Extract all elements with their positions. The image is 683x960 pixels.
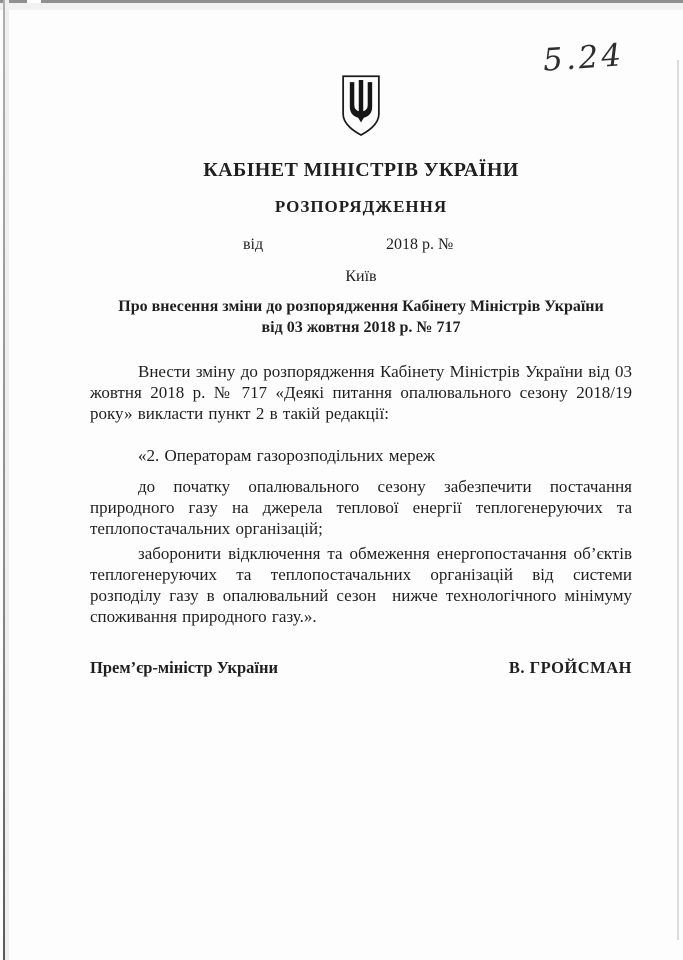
date-prefix: від <box>243 236 264 253</box>
scan-edge-right <box>677 60 679 940</box>
scan-edge-left-soft <box>5 0 9 960</box>
paragraph-prohibition: заборонити відключення та обмеження енергопостачання об’єктів теплогенеруючих та теплопостачальних організацій від системи розподілу газу в опалювальний сезон нижче технологічного мінімуму споживання природного газу.». <box>90 544 632 626</box>
paragraph-point2-intro: «2. Операторам газорозподільних мереж <box>138 446 435 465</box>
date-line <box>90 236 632 256</box>
paragraph-resolution: Внести зміну до розпорядження Кабінету Міністрів України від 03 жовтня 2018 р. № 717 «Деякі питання опалювального сезону 2018/19 року» викласти пункт 2 в такій редакції: <box>90 362 632 423</box>
handwritten-page-number: 5.24 <box>541 37 626 79</box>
date-year-number: 2018 р. № <box>386 236 454 253</box>
document-type-heading: РОЗПОРЯДЖЕННЯ <box>274 197 448 216</box>
document-content <box>90 0 632 678</box>
signer-position: Прем’єр-міністр України <box>90 658 279 677</box>
document-title-line1: Про внесення зміни до розпорядження Кабінету Міністрів України <box>118 298 604 315</box>
document-title <box>90 296 632 338</box>
ukraine-trident-emblem-icon <box>338 74 384 138</box>
organization-name: КАБІНЕТ МІНІСТРІВ УКРАЇНИ <box>203 159 519 181</box>
signer-name: В. ГРОЙСМАН <box>508 658 632 677</box>
document-title-line2: від 03 жовтня 2018 р. № 717 <box>261 319 461 336</box>
signature-row <box>90 658 632 678</box>
city-line: Київ <box>345 268 377 285</box>
paragraph-gas-supply: до початку опалювального сезону забезпечити постачання природного газу на джерела теплової енергії теплогенеруючих та теплопостачальних організацій; <box>90 477 632 538</box>
scan-edge-left <box>3 0 5 960</box>
